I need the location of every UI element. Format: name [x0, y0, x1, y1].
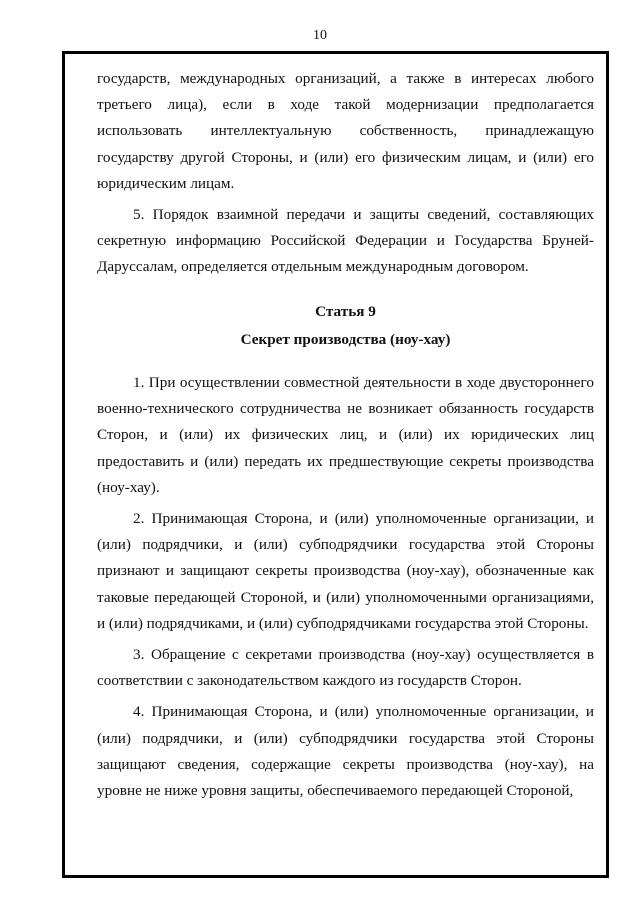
page-frame — [62, 51, 609, 878]
article-label: Статья 9 — [315, 302, 376, 320]
page-number: 10 — [313, 28, 327, 43]
article-title: Секрет производства (ноу-хау) — [240, 330, 451, 348]
paragraph-item-1: 1. При осуществлении совместной деятельности в ходе двустороннего военно-технического сотрудничества не возникает обязанность государств Сторон, и (или) их физических лиц, и (или) их юридических лиц предоставить и (или) передать их предшествующие секреты производства (ноу-хау). — [97, 374, 594, 496]
paragraph-item-4: 4. Принимающая Сторона, и (или) уполномоченные организации, и (или) подрядчики, и (или) субподрядчики государства этой Стороны защищают сведения, содержащие секреты производства (ноу-хау), на уровне не ниже уровня защиты, обеспечиваемого передающей Стороной, — [97, 703, 594, 800]
paragraph-item-3: 3. Обращение с секретами производства (ноу-хау) осуществляется в соответствии с законодательством каждого из государств Сторон. — [97, 646, 594, 690]
paragraph-item-5: 5. Порядок взаимной передачи и защиты сведений, составляющих секретную информацию Российской Федерации и Государства Бруней-Даруссалам, определяется отдельным международным договором. — [97, 206, 594, 276]
paragraph-continuation: государств, международных организаций, а также в интересах любого третьего лица), если в ходе такой модернизации предполагается использовать интеллектуальную собственность, принадлежащую государству другой Стороны, и (или) его физическим лицам, и (или) его юридическим лицам. — [97, 70, 594, 192]
document-body — [97, 66, 594, 804]
paragraph-item-2: 2. Принимающая Сторона, и (или) уполномоченные организации, и (или) подрядчики, и (или) субподрядчики государства этой Стороны признают и защищают секреты производства (ноу-хау), обозначенные как таковые передающей Стороной, и (или) уполномоченными организациями, и (или) подрядчиками, и (или) субподрядчиками государства этой Стороны. — [97, 510, 594, 632]
